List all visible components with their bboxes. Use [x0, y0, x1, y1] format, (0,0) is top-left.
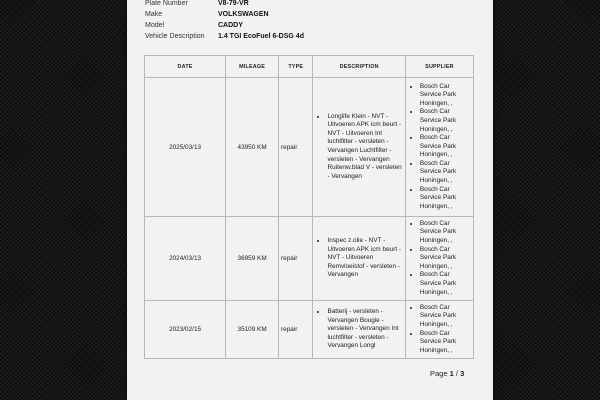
document-page	[127, 0, 493, 400]
row-description	[313, 217, 405, 301]
description-row	[145, 31, 304, 42]
plate-label: Plate Number	[145, 0, 188, 7]
description-value: 1.4 TGI EcoFuel 6-DSG 4d	[218, 33, 304, 40]
supplier-item: • Bosch Car Service Park Honingen, ,	[420, 220, 471, 246]
page-total: 3	[460, 369, 465, 378]
header-mileage: MILEAGE	[226, 56, 279, 78]
make-label: Make	[145, 11, 163, 18]
row-supplier	[405, 301, 473, 359]
row-mileage: 36959 KM	[226, 217, 279, 301]
table-row	[145, 217, 474, 301]
page-separator: /	[455, 369, 458, 378]
header-type: TYPE	[279, 56, 313, 78]
row-date: 2024/03/13	[145, 217, 226, 301]
table-row	[145, 301, 474, 359]
supplier-item: • Bosch Car Service Park Honingen, ,	[420, 330, 471, 356]
supplier-item: • Bosch Car Service Park Honingen, ,	[420, 83, 471, 109]
row-type: repair	[279, 78, 313, 217]
row-description	[313, 78, 405, 217]
supplier-item: • Bosch Car Service Park Honingen, ,	[420, 134, 471, 160]
row-date: 2023/02/15	[145, 301, 226, 359]
make-value: VOLKSWAGEN	[218, 11, 269, 18]
supplier-item: • Bosch Car Service Park Honingen, ,	[420, 108, 471, 134]
vehicle-info	[145, 0, 304, 42]
make-row	[145, 9, 304, 20]
description-item: • Longlife Klein - NVT - Uitvoeren APK icm beurt - NVT - Uitvoeren Int luchtfilter - versleten - Vervangen Luchtfilter - versleten - Vervangen Ruitenw.blad V - versleten - Vervangen	[327, 113, 402, 182]
page-label: Page	[430, 369, 448, 378]
row-supplier	[405, 78, 473, 217]
model-label: Model	[145, 22, 165, 29]
table-row	[145, 78, 474, 217]
header-description: DESCRIPTION	[313, 56, 405, 78]
supplier-item: • Bosch Car Service Park Honingen, ,	[420, 246, 471, 272]
row-type: repair	[279, 217, 313, 301]
row-description	[313, 301, 405, 359]
plate-row	[145, 0, 304, 9]
description-label: Vehicle Description	[145, 33, 205, 40]
row-type: repair	[279, 301, 313, 359]
table-header-row	[145, 56, 474, 78]
description-item: • Inspec z.olie - NVT - Uitvoeren APK icm beurt - NVT - Uitvoeren Remvloeistof - versleten - Vervangen	[327, 237, 402, 280]
row-date: 2025/03/13	[145, 78, 226, 217]
header-supplier: SUPPLIER	[405, 56, 473, 78]
plate-value: V8-79-VR	[218, 0, 249, 7]
header-date: DATE	[145, 56, 226, 78]
page-indicator	[430, 369, 464, 378]
supplier-item: • Bosch Car Service Park Honingen, ,	[420, 160, 471, 186]
row-mileage: 35109 KM	[226, 301, 279, 359]
supplier-item: • Bosch Car Service Park Honingen, ,	[420, 271, 471, 297]
model-value: CADDY	[218, 22, 243, 29]
service-history-table	[144, 55, 474, 359]
row-mileage: 43950 KM	[226, 78, 279, 217]
model-row	[145, 20, 304, 31]
page-current: 1	[449, 369, 454, 378]
supplier-item: • Bosch Car Service Park Honingen, ,	[420, 304, 471, 330]
supplier-item: • Bosch Car Service Park Honingen, ,	[420, 186, 471, 212]
row-supplier	[405, 217, 473, 301]
description-item: • Batterij - versleten - Vervangen Bougie - versleten - Vervangen Int luchtfilter - versleten - Vervangen Longl	[327, 308, 402, 351]
